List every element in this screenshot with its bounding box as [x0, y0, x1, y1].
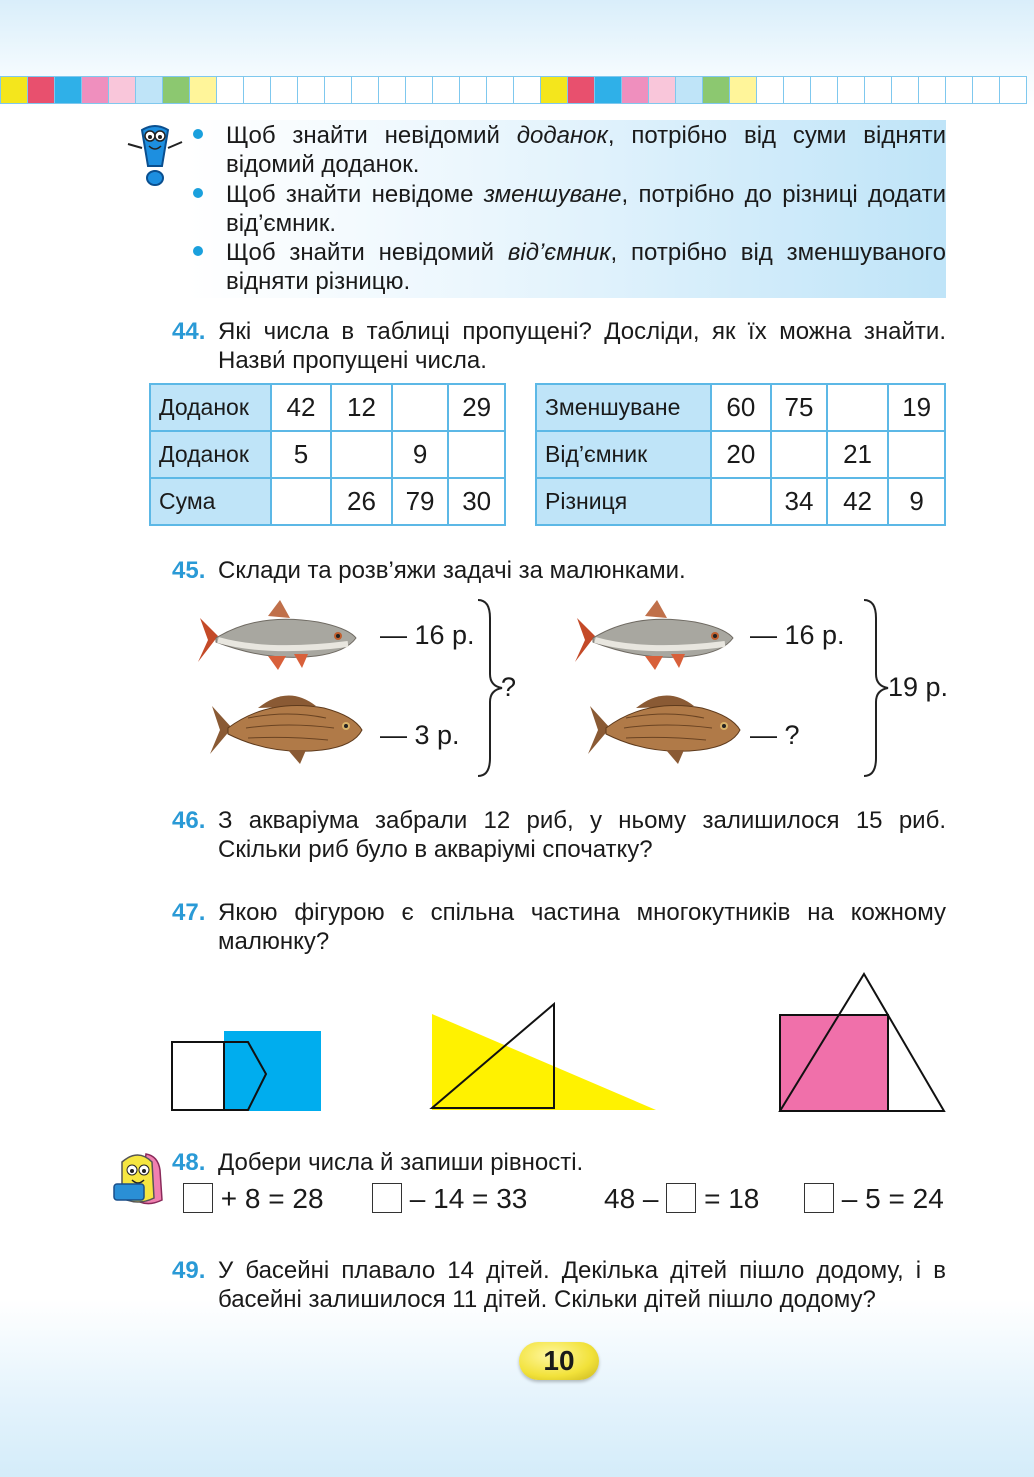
- equation-1: + 8 = 28: [183, 1183, 324, 1215]
- strip-cell: [729, 76, 757, 104]
- exclamation-mascot-icon: [122, 122, 188, 188]
- strip-cell: [783, 76, 811, 104]
- task-47: [172, 898, 946, 958]
- task-text: Склади та розв’яжи задачі за малюнками.: [218, 557, 686, 584]
- strip-cell: [81, 76, 109, 104]
- equation-3: 48 – = 18: [604, 1183, 760, 1214]
- table-row: [150, 431, 505, 478]
- task-text: Якою фігурою є спільна частина многокутників на кожному малюнку?: [218, 899, 946, 955]
- row-label: Доданок: [150, 384, 271, 431]
- strip-cell: [945, 76, 973, 104]
- table-row: [536, 384, 945, 431]
- table-cell: 42: [827, 478, 889, 525]
- carp-fish-icon: [208, 688, 364, 768]
- carp-fish-icon: [586, 688, 742, 768]
- strip-cell: [135, 76, 163, 104]
- price-label: — 16 р.: [380, 620, 475, 650]
- table-cell: [771, 431, 827, 478]
- table-cell: 20: [711, 431, 772, 478]
- strip-cell: [270, 76, 298, 104]
- strip-cell: [675, 76, 703, 104]
- strip-cell: [216, 76, 244, 104]
- strip-cell: [756, 76, 784, 104]
- strip-cell: [459, 76, 487, 104]
- backpack-mascot-icon: [110, 1148, 168, 1208]
- strip-cell: [594, 76, 622, 104]
- sum-table: [149, 383, 506, 526]
- task-number: 49.: [172, 1257, 206, 1284]
- equation-4: – 5 = 24: [804, 1183, 944, 1215]
- strip-cell: [324, 76, 352, 104]
- strip-cell: [189, 76, 217, 104]
- task-number: 47.: [172, 899, 206, 926]
- table-cell: 60: [711, 384, 772, 431]
- table-cell: [448, 431, 505, 478]
- table-cell: [331, 431, 392, 478]
- bullet-icon: [193, 188, 203, 198]
- difference-table: [535, 383, 946, 526]
- table-cell: 75: [771, 384, 827, 431]
- table-cell: 5: [271, 431, 332, 478]
- answer-box[interactable]: [666, 1183, 696, 1213]
- answer-box[interactable]: [804, 1183, 834, 1213]
- strip-cell: [297, 76, 325, 104]
- table-cell: 34: [771, 478, 827, 525]
- strip-cell: [405, 76, 433, 104]
- strip-cell: [864, 76, 892, 104]
- total-label: 19 р.: [888, 672, 949, 702]
- strip-cell: [513, 76, 541, 104]
- rule-3: Щоб знайти невідомий від’ємник, потрібно від зменшуваного відняти різницю.: [226, 239, 946, 295]
- task-49: [172, 1256, 946, 1316]
- strip-cell: [432, 76, 460, 104]
- strip-cell: [54, 76, 82, 104]
- strip-cell: [567, 76, 595, 104]
- task-48: [172, 1148, 946, 1178]
- table-cell: 9: [392, 431, 449, 478]
- strip-cell: [351, 76, 379, 104]
- triangles-figure: [428, 1000, 660, 1114]
- strip-cell: [540, 76, 568, 104]
- price-label: — 3 р.: [380, 720, 460, 750]
- task-44: [172, 317, 946, 377]
- bullet-icon: [193, 246, 203, 256]
- task-number: 44.: [172, 318, 206, 345]
- table-cell: [271, 478, 332, 525]
- table-row: [150, 478, 505, 525]
- strip-cell: [108, 76, 136, 104]
- square-triangle-figure: [776, 970, 950, 1116]
- table-cell: 21: [827, 431, 889, 478]
- strip-cell: [378, 76, 406, 104]
- task-number: 48.: [172, 1149, 206, 1176]
- strip-cell: [918, 76, 946, 104]
- price-label: — 16 р.: [750, 620, 845, 650]
- task-45: [172, 556, 946, 586]
- bullet-icon: [193, 129, 203, 139]
- square-pentagon-figure: [168, 1026, 328, 1116]
- table-cell: 79: [392, 478, 449, 525]
- roach-fish-icon: [198, 598, 360, 676]
- table-cell: [392, 384, 449, 431]
- answer-box[interactable]: [372, 1183, 402, 1213]
- table-row: [536, 478, 945, 525]
- row-label: Різниця: [536, 478, 711, 525]
- equation-2: – 14 = 33: [372, 1183, 527, 1215]
- answer-box[interactable]: [183, 1183, 213, 1213]
- task-46: [172, 806, 946, 866]
- task-text: Добери числа й запиши рівності.: [218, 1149, 584, 1176]
- total-label: ?: [501, 672, 517, 702]
- roach-fish-icon: [575, 598, 737, 676]
- color-strip: [0, 76, 1034, 104]
- strip-cell: [648, 76, 676, 104]
- strip-cell: [999, 76, 1027, 104]
- table-cell: 12: [331, 384, 392, 431]
- table-cell: [711, 478, 772, 525]
- row-label: Зменшуване: [536, 384, 711, 431]
- page-number: 10: [519, 1342, 599, 1380]
- strip-cell: [486, 76, 514, 104]
- row-label: Доданок: [150, 431, 271, 478]
- rule-1: Щоб знайти невідомий доданок, потрібно від суми відняти відомий доданок.: [226, 122, 946, 178]
- strip-cell: [810, 76, 838, 104]
- price-label: — ?: [750, 720, 800, 750]
- strip-cell: [702, 76, 730, 104]
- table-cell: 30: [448, 478, 505, 525]
- task-text: Які числа в таблиці пропущені? Досліди, як їх можна знайти. Назви́ пропущені числа.: [218, 318, 946, 374]
- table-cell: 19: [888, 384, 945, 431]
- strip-cell: [0, 76, 28, 104]
- task-text: З акваріума забрали 12 риб, у ньому залишилося 15 риб. Скільки риб було в акваріумі спочатку?: [218, 807, 946, 863]
- table-row: [150, 384, 505, 431]
- table-cell: 29: [448, 384, 505, 431]
- table-row: [536, 431, 945, 478]
- table-cell: 42: [271, 384, 332, 431]
- table-cell: [888, 431, 945, 478]
- task-number: 45.: [172, 557, 206, 584]
- rule-2: Щоб знайти невідоме зменшуване, потрібно до різниці додати від’ємник.: [226, 181, 947, 237]
- strip-cell: [972, 76, 1000, 104]
- task-number: 46.: [172, 807, 206, 834]
- strip-cell: [621, 76, 649, 104]
- strip-cell: [27, 76, 55, 104]
- row-label: Сума: [150, 478, 271, 525]
- strip-cell: [162, 76, 190, 104]
- table-cell: [827, 384, 889, 431]
- row-label: Від’ємник: [536, 431, 711, 478]
- table-cell: 9: [888, 478, 945, 525]
- strip-cell: [891, 76, 919, 104]
- strip-cell: [243, 76, 271, 104]
- task-text: У басейні плавало 14 дітей. Декілька дітей пішло додому, і в басейні залишилося 11 дітей. Скільки дітей пішло додому?: [218, 1257, 946, 1313]
- strip-cell: [837, 76, 865, 104]
- table-cell: 26: [331, 478, 392, 525]
